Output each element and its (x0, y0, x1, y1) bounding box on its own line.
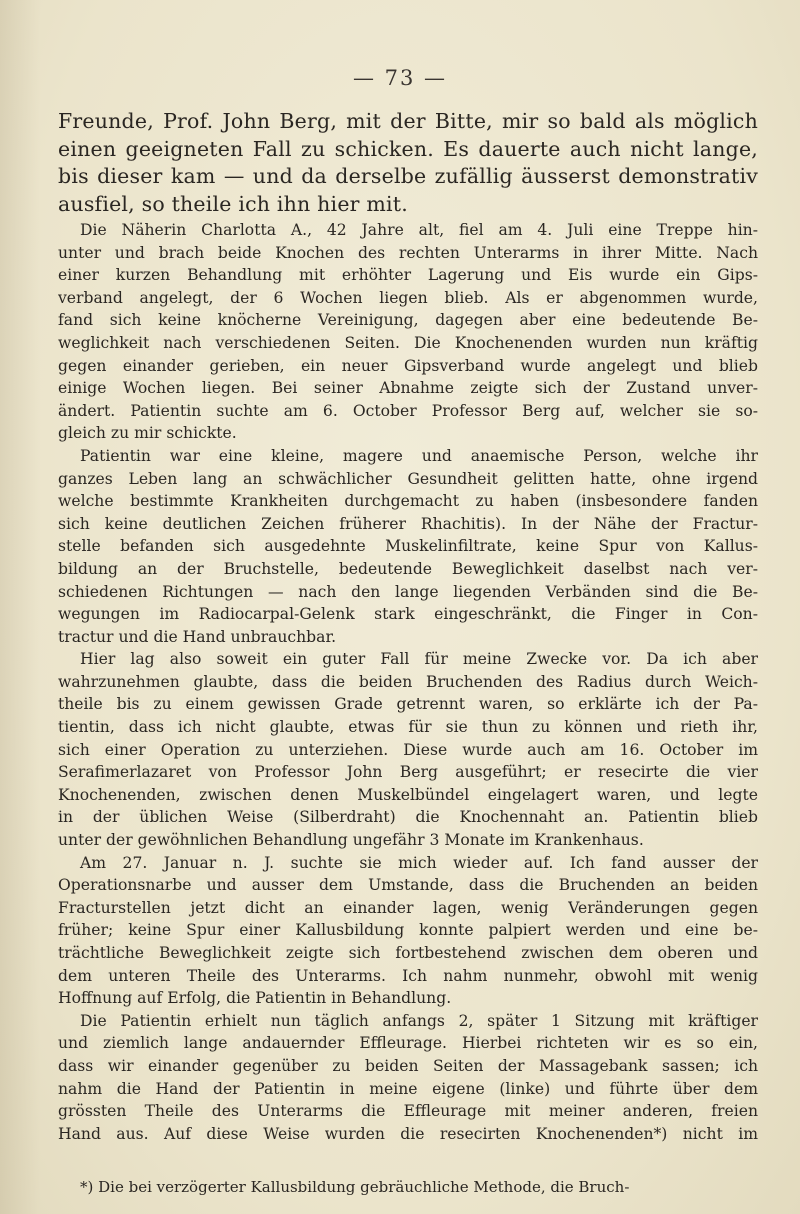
text-line: einige Wochen liegen. Bei seiner Abnahme zeigte sich der Zustand unver- (58, 379, 758, 398)
text-line: Serafimerlazaret von Professor John Berg ausgeführt; er resecirte die vier (58, 763, 758, 782)
footnote: *) Die bei verzögerter Kallusbildung gebräuchliche Methode, die Bruch- (80, 1178, 630, 1196)
text-line: unter der gewöhnlichen Behandlung ungefähr 3 Monate im Krankenhaus. (58, 831, 644, 850)
text-line: dem unteren Theile des Unterarms. Ich nahm nunmehr, obwohl mit wenig (58, 966, 758, 985)
text-line: tientin, dass ich nicht glaubte, etwas für sie thun zu können und rieth ihr, (58, 718, 758, 737)
text-line: tractur und die Hand unbrauchbar. (58, 627, 337, 646)
intro-paragraph (58, 108, 758, 218)
text-line: ausfiel, so theile ich ihn hier mit. (58, 191, 408, 216)
case-report-body (58, 219, 758, 1145)
text-line: Patientin war eine kleine, magere und anaemische Person, welche ihr (80, 446, 758, 465)
text-line: gleich zu mir schickte. (58, 424, 237, 443)
text-line: bildung an der Bruchstelle, bedeutende Beweglichkeit daselbst nach ver- (58, 559, 758, 578)
text-line: einen geeigneten Fall zu schicken. Es dauerte auch nicht lange, (58, 136, 758, 161)
text-line: Die Patientin erhielt nun täglich anfangs 2, später 1 Sitzung mit kräftiger (80, 1011, 758, 1030)
text-line: bis dieser kam — und da derselbe zufällig äusserst demonstrativ (58, 164, 758, 188)
text-line: einer kurzen Behandlung mit erhöhter Lagerung und Eis wurde ein Gips- (58, 266, 758, 285)
text-line: grössten Theile des Unterarms die Effleurage mit meiner anderen, freien (58, 1102, 758, 1121)
text-line: Die Näherin Charlotta A., 42 Jahre alt, fiel am 4. Juli eine Treppe hin- (80, 221, 758, 239)
text-line: nahm die Hand der Patientin in meine eigene (linke) und führte über dem (58, 1079, 758, 1098)
text-line: weglichkeit nach verschiedenen Seiten. Die Knochenenden wurden nun kräftig (58, 333, 758, 352)
text-line: unter und brach beide Knochen des rechten Unterarms in ihrer Mitte. Nach (58, 243, 758, 262)
text-line: Operationsnarbe und ausser dem Umstande, dass die Bruchenden an beiden (58, 876, 758, 895)
page-number: — 73 — (352, 66, 448, 90)
text-line: in der üblichen Weise (Silberdraht) die Knochennaht an. Patientin blieb (58, 808, 758, 827)
text-line: Fracturstellen jetzt dicht an einander lagen, wenig Veränderungen gegen (58, 898, 758, 917)
text-line: welche bestimmte Krankheiten durchgemacht zu haben (insbesondere fanden (58, 492, 758, 511)
text-line: theile bis zu einem gewissen Grade getrennt waren, so erklärte ich der Pa- (58, 695, 758, 714)
text-line: Hand aus. Auf diese Weise wurden die resecirten Knochenenden*) nicht im (58, 1124, 758, 1143)
text-line: fand sich keine knöcherne Vereinigung, dagegen aber eine bedeutende Be- (58, 311, 758, 330)
text-line: stelle befanden sich ausgedehnte Muskelinfiltrate, keine Spur von Kallus- (58, 537, 758, 556)
text-line: Hier lag also soweit ein guter Fall für meine Zwecke vor. Da ich aber (80, 650, 758, 669)
text-line: und ziemlich lange andauernder Effleurage. Hierbei richteten wir es so ein, (58, 1034, 758, 1053)
text-line: wahrzunehmen glaubte, dass die beiden Bruchenden des Radius durch Weich- (58, 672, 758, 691)
text-line: ändert. Patientin suchte am 6. October Professor Berg auf, welcher sie so- (58, 401, 758, 420)
text-line: sich einer Operation zu unterziehen. Diese wurde auch am 16. October im (58, 740, 758, 759)
text-line: schiedenen Richtungen — nach den lange liegenden Verbänden sind die Be- (58, 582, 758, 601)
text-line: sich keine deutlichen Zeichen früherer Rhachitis). In der Nähe der Fractur- (58, 514, 758, 533)
text-line: trächtliche Beweglichkeit zeigte sich fortbestehend zwischen dem oberen und (58, 944, 758, 962)
text-line: ganzes Leben lang an schwächlicher Gesundheit gelitten hatte, ohne irgend (58, 469, 758, 488)
text-line: Freunde, Prof. John Berg, mit der Bitte, mir so bald als möglich (58, 109, 758, 133)
text-line: Knochenenden, zwischen denen Muskelbündel eingelagert waren, und legte (58, 785, 758, 804)
text-line: dass wir einander gegenüber zu beiden Seiten der Massagebank sassen; ich (58, 1056, 758, 1075)
text-line: früher; keine Spur einer Kallusbildung konnte palpiert werden und eine be- (58, 921, 758, 940)
text-line: Hoffnung auf Erfolg, die Patientin in Behandlung. (58, 989, 452, 1008)
text-line: verband angelegt, der 6 Wochen liegen blieb. Als er abgenommen wurde, (58, 288, 758, 307)
text-line: gegen einander gerieben, ein neuer Gipsverband wurde angelegt und blieb (58, 356, 758, 375)
text-line: wegungen im Radiocarpal-Gelenk stark eingeschränkt, die Finger in Con- (58, 605, 758, 624)
text-line: Am 27. Januar n. J. suchte sie mich wieder auf. Ich fand ausser der (80, 853, 758, 872)
